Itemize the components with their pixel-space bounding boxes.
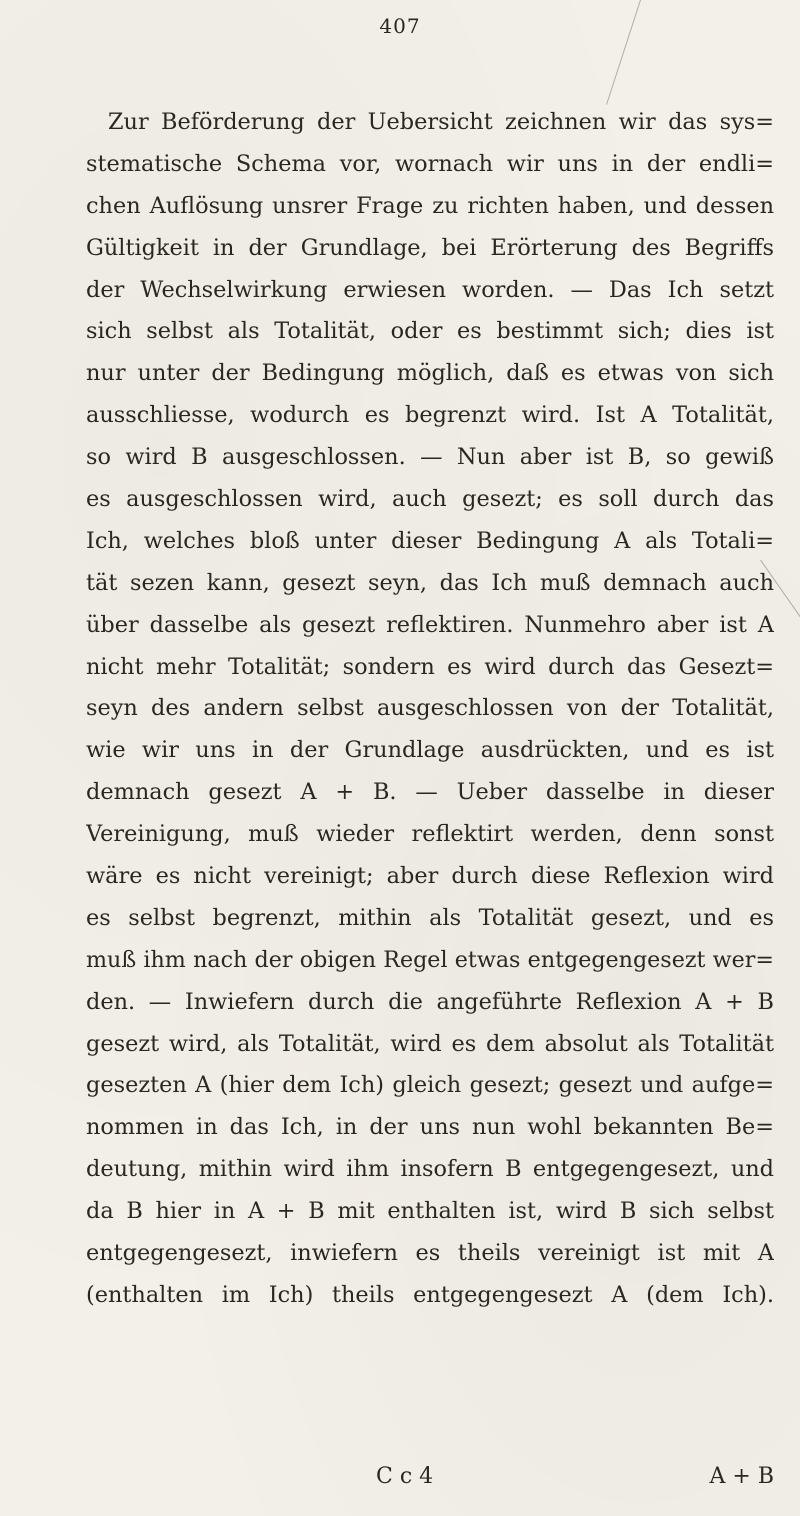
page-footer (86, 1464, 774, 1500)
text-line: den. — Inwiefern durch die angeführte Reflexion A + B (86, 988, 774, 1015)
text-line: ausschliesse, wodurch es begrenzt wird. Ist A Totalität, (86, 402, 774, 429)
signature-mark: C c 4 (376, 1464, 434, 1489)
text-line: Gültigkeit in der Grundlage, bei Erörterung des Begriffs (86, 234, 774, 261)
text-line: chen Auflösung unsrer Frage zu richten haben, und dessen (86, 192, 774, 219)
text-line: Vereinigung, muß wieder reflektirt werden, denn sonst (86, 821, 774, 848)
text-line: der Wechselwirkung erwiesen worden. — Das Ich setzt (86, 276, 774, 303)
text-line: (enthalten im Ich) theils entgegengesezt A (dem Ich). (86, 1281, 774, 1308)
text-line: es selbst begrenzt, mithin als Totalität gesezt, und es (86, 904, 774, 931)
text-line: deutung, mithin wird ihm insofern B entgegengesezt, und (86, 1156, 774, 1183)
text-line: entgegengesezt, inwiefern es theils vereinigt ist mit A (86, 1240, 774, 1267)
text-line: gesezt wird, als Totalität, wird es dem absolut als Totalität (86, 1030, 774, 1057)
catchword: A + B (709, 1464, 774, 1489)
text-line: da B hier in A + B mit enthalten ist, wird B sich selbst (86, 1198, 774, 1225)
text-line: muß ihm nach der obigen Regel etwas entgegengesezt wer= (86, 946, 774, 973)
text-line: über dasselbe als gesezt reflektiren. Nunmehro aber ist A (86, 611, 774, 638)
text-line: demnach gesezt A + B. — Ueber dasselbe in dieser (86, 779, 774, 806)
text-line: Zur Beförderung der Uebersicht zeichnen wir das sys= (108, 109, 774, 135)
text-line: nur unter der Bedingung möglich, daß es etwas von sich (86, 360, 774, 387)
body-text (86, 102, 774, 1317)
page-number: 407 (379, 14, 421, 38)
text-line: wäre es nicht vereinigt; aber durch diese Reflexion wird (86, 863, 774, 890)
text-line: Ich, welches bloß unter dieser Bedingung A als Totali= (86, 527, 774, 554)
text-line: nicht mehr Totalität; sondern es wird durch das Gesezt= (86, 653, 774, 680)
text-line: stematische Schema vor, wornach wir uns in der endli= (86, 150, 774, 177)
text-line: gesezten A (hier dem Ich) gleich gesezt; gesezt und aufge= (86, 1072, 774, 1099)
text-line: nommen in das Ich, in der uns nun wohl bekannten Be= (86, 1114, 774, 1141)
text-line: tät sezen kann, gesezt seyn, das Ich muß demnach auch (86, 569, 774, 596)
text-line: seyn des andern selbst ausgeschlossen von der Totalität, (86, 695, 774, 722)
text-line: sich selbst als Totalität, oder es bestimmt sich; dies ist (86, 318, 774, 345)
text-line: wie wir uns in der Grundlage ausdrückten, und es ist (86, 737, 774, 764)
text-line: es ausgeschlossen wird, auch gesezt; es soll durch das (86, 486, 774, 513)
text-line: so wird B ausgeschlossen. — Nun aber ist B, so gewiß (86, 444, 774, 471)
